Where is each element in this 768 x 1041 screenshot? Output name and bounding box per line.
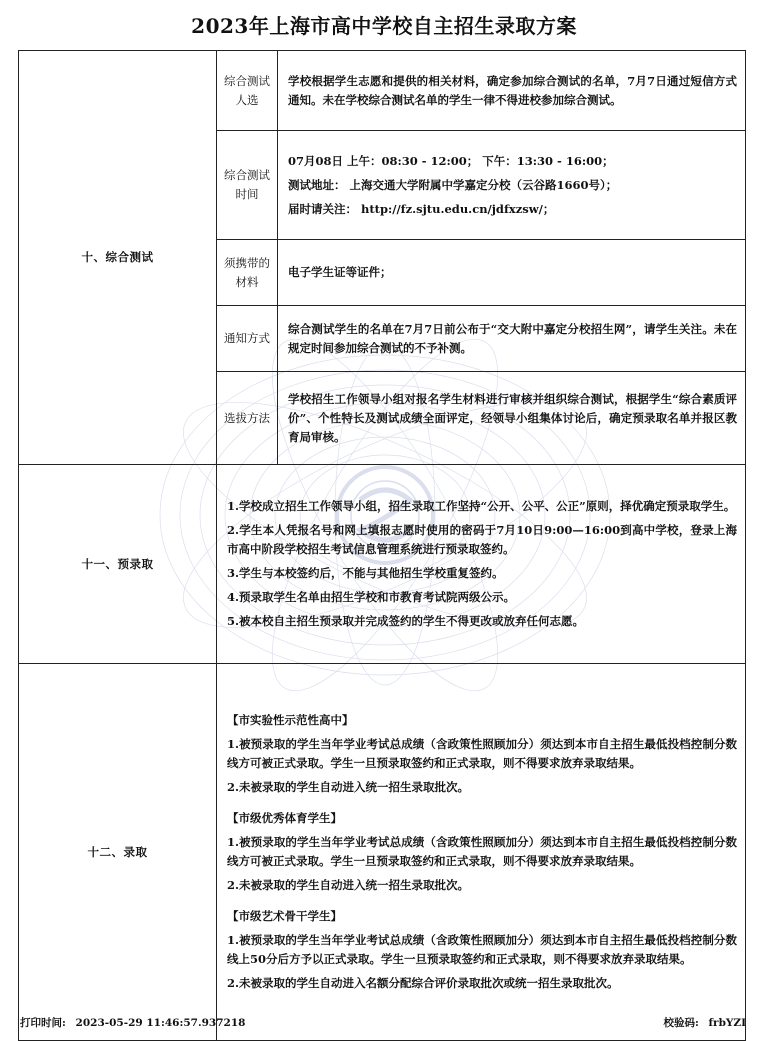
sub-label-required-materials: 须携带的材料 (217, 240, 278, 306)
content-required-materials: 电子学生证等证件； (278, 240, 746, 306)
test-website-line: 届时请关注： http://fz.sjtu.edu.cn/jdfxzsw/； (288, 201, 555, 216)
verification-code (663, 1015, 746, 1030)
group-title-experimental-high-school: 【市实验性示范性高中】 (227, 713, 354, 727)
list-item: 1.学校成立招生工作领导小组，招生录取工作坚持“公开、公平、公正”原则，择优确定预录取学生。 (227, 499, 736, 513)
list-item: 5.被本校自主招生预录取并完成签约的学生不得更改或放弃任何志愿。 (227, 614, 585, 628)
list-item: 2.未被录取的学生自动进入名额分配综合评价录取批次或统一招生录取批次。 (227, 976, 619, 990)
group-title-arts-students: 【市级艺术骨干学生】 (227, 909, 342, 923)
section-header-comprehensive-test: 十、综合测试 (19, 51, 217, 465)
group-spacer (227, 797, 737, 809)
group-title-sports-students: 【市级优秀体育学生】 (227, 811, 342, 825)
table-row (19, 664, 746, 1041)
table-row (19, 51, 746, 131)
sub-label-test-time: 综合测试时间 (217, 131, 278, 240)
table-row (19, 465, 746, 664)
content-selection-method: 学校招生工作领导小组对报名学生材料进行审核并组织综合测试，根据学生“综合素质评价”、个性特长及测试成绩全面评定，经领导小组集体讨论后，确定预录取名单并报区教育局审核。 (278, 372, 746, 465)
section-header-pre-admission: 十一、预录取 (19, 465, 217, 664)
sub-label-notification-method: 通知方式 (217, 306, 278, 372)
list-item: 2.学生本人凭报名号和网上填报志愿时使用的密码于7月10日9:00—16:00到高中学校，登录上海市高中阶段学校招生考试信息管理系统进行预录取签约。 (227, 523, 737, 556)
list-item: 4.预录取学生名单由招生学校和市教育考试院两级公示。 (227, 590, 516, 604)
page-title: 2023年上海市高中学校自主招生录取方案 (191, 14, 577, 38)
sub-label-test-candidates: 综合测试人选 (217, 51, 278, 131)
content-test-time (278, 131, 746, 240)
section-header-admission: 十二、录取 (19, 664, 217, 1041)
list-item: 1.被预录取的学生当年学业考试总成绩（含政策性照顾加分）须达到本市自主招生最低投档控制分数线上50分后方予以正式录取。学生一旦预录取签约和正式录取，则不得要求放弃录取结果。 (227, 933, 737, 966)
print-time (20, 1015, 245, 1030)
sub-label-selection-method: 选拔方法 (217, 372, 278, 465)
content-admission (217, 664, 746, 1041)
list-item: 2.未被录取的学生自动进入统一招生录取批次。 (227, 878, 470, 892)
verification-code-label: 校验码: (663, 1017, 699, 1029)
group-spacer (227, 895, 737, 907)
list-item: 2.未被录取的学生自动进入统一招生录取批次。 (227, 780, 470, 794)
list-item: 1.被预录取的学生当年学业考试总成绩（含政策性照顾加分）须达到本市自主招生最低投档控制分数线方可被正式录取。学生一旦预录取签约和正式录取，则不得要求放弃录取结果。 (227, 835, 737, 868)
content-notification-method: 综合测试学生的名单在7月7日前公布于“交大附中嘉定分校招生网”，请学生关注。未在规定时间参加综合测试的不予补测。 (278, 306, 746, 372)
admission-plan-table (18, 50, 746, 1041)
test-address-line: 测试地址： 上海交通大学附属中学嘉定分校（云谷路1660号）； (288, 177, 618, 192)
print-time-label: 打印时间: (20, 1017, 66, 1029)
content-pre-admission (217, 465, 746, 664)
print-time-value: 2023-05-29 11:46:57.937218 (75, 1017, 246, 1029)
list-item: 3.学生与本校签约后，不能与其他招生学校重复签约。 (227, 566, 504, 580)
content-test-candidates: 学校根据学生志愿和提供的相关材料，确定参加综合测试的名单，7月7日通过短信方式通知。未在学校综合测试名单的学生一律不得进校参加综合测试。 (278, 51, 746, 131)
list-item: 1.被预录取的学生当年学业考试总成绩（含政策性照顾加分）须达到本市自主招生最低投档控制分数线方可被正式录取。学生一旦预录取签约和正式录取，则不得要求放弃录取结果。 (227, 737, 737, 770)
verification-code-value: frbYZI (708, 1017, 746, 1029)
test-schedule-line: 07月08日 上午：08:30 - 12:00； 下午：13:30 - 16:00； (288, 153, 614, 168)
